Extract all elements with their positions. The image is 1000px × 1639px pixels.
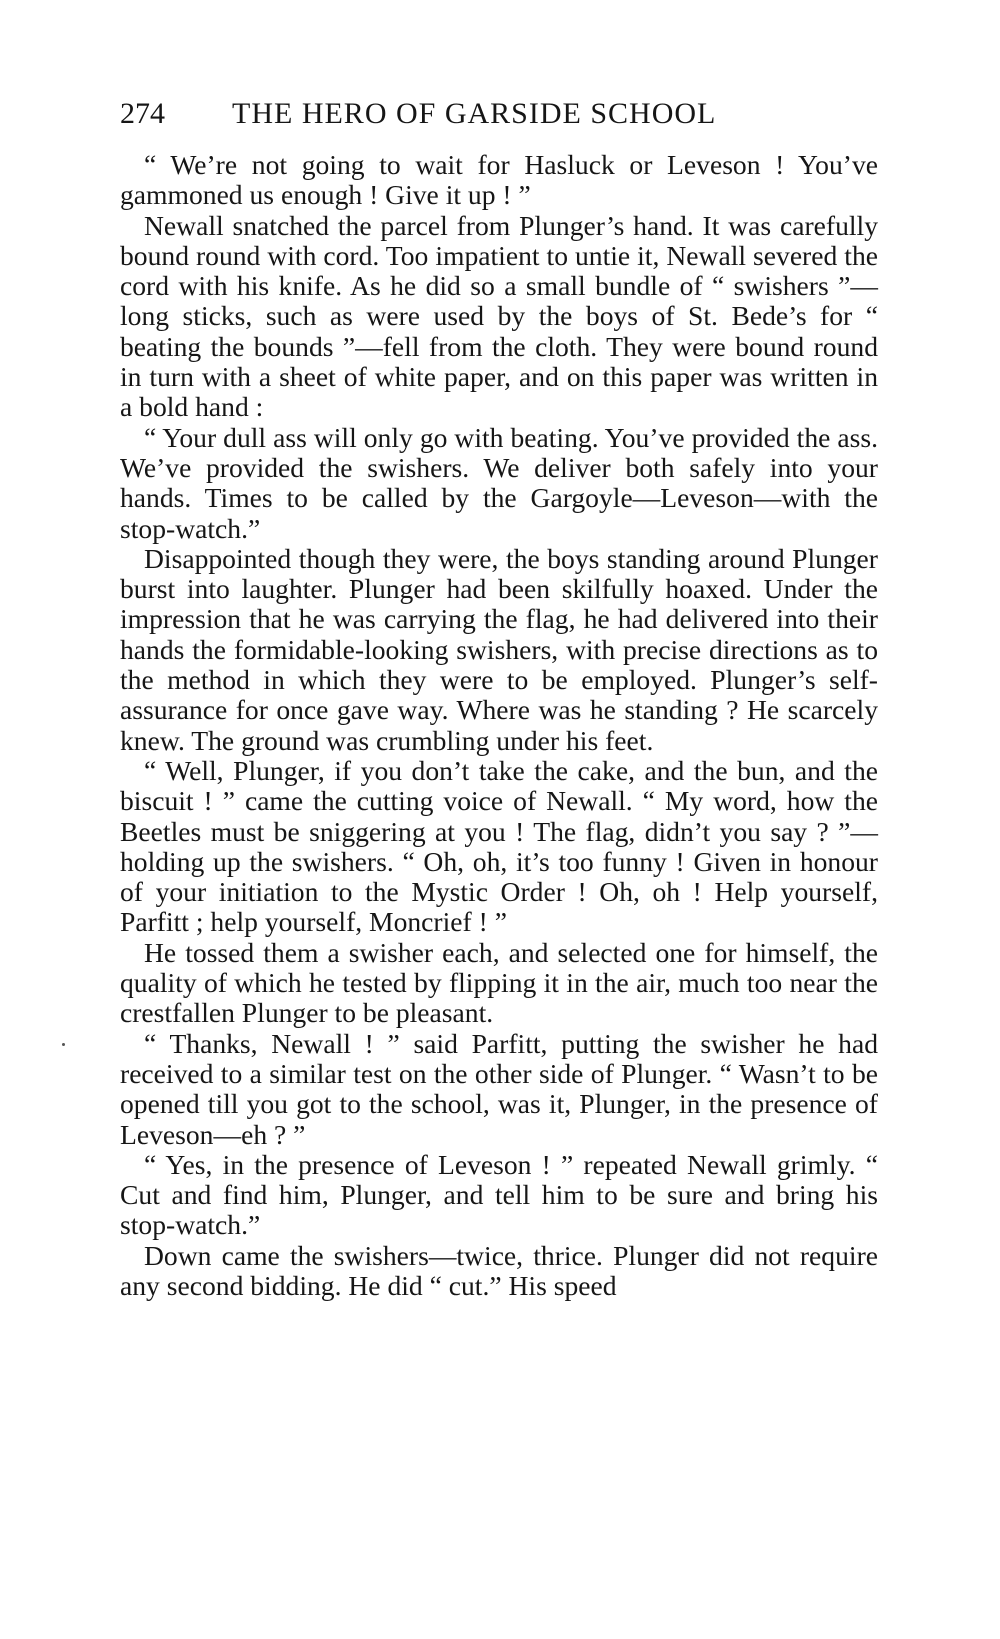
paragraph: “ Yes, in the presence of Leveson ! ” repeated Newall grimly. “ Cut and find him, Plunger, and tell him to be sure and bring his stop-watch.” [120, 1148, 878, 1241]
paragraph: “ Thanks, Newall ! ” said Parfitt, putting the swisher he had received to a similar test on the other side of Plunger. “ Wasn’t to be opened till you got to the school, was it, Plunger, in the presence of Leveson—eh ? ” [120, 1027, 878, 1150]
paragraph: Down came the swishers—twice, thrice. Plunger did not require any second bidding. He did “ cut.” His speed [120, 1239, 878, 1301]
body-text [120, 150, 878, 1301]
paragraph: He tossed them a swisher each, and selected one for himself, the quality of which he tested by flipping it in the air, much too near the crestfallen Plunger to be pleasant. [120, 936, 878, 1029]
running-title: THE HERO OF GARSIDE SCHOOL [232, 97, 717, 130]
paragraph: Disappointed though they were, the boys standing around Plunger burst into laughter. Plunger had been skilfully hoaxed. Under the impression that he was carrying the flag, he had delivered into their hands the formidable-looking swishers, with precise directions as to the method in which they were to be employed. Plunger’s self-assurance for once gave way. Where was he standing ? He scarcely knew. The ground was crumbling under his feet. [120, 542, 878, 756]
margin-speck [62, 1043, 65, 1046]
paragraph: “ We’re not going to wait for Hasluck or Leveson ! You’ve gammoned us enough ! Give it up ! ” [120, 149, 878, 211]
paragraph: “ Well, Plunger, if you don’t take the cake, and the bun, and the biscuit ! ” came the cutting voice of Newall. “ My word, how the Beetles must be sniggering at you ! The flag, didn’t you say ? ”—holding up the swishers. “ Oh, oh, it’s too funny ! Given in honour of your initiation to the Mystic Order ! Oh, oh ! Help yourself, Parfitt ; help yourself, Moncrief ! ” [120, 754, 878, 938]
page-header [120, 92, 880, 136]
page-number: 274 [120, 97, 165, 130]
paragraph: Newall snatched the parcel from Plunger’s hand. It was carefully bound round with cord. Too impatient to untie it, Newall severed the cord with his knife. As he did so a small bundle of “ swishers ”—long sticks, such as were used by the boys of St. Bede’s for “ beating the bounds ”—fell from the cloth. They were bound round in turn with a sheet of white paper, and on this paper was written in a bold hand : [120, 209, 878, 423]
paragraph: “ Your dull ass will only go with beating. You’ve provided the ass. We’ve provided the swishers. We deliver both safely into your hands. Times to be called by the Gargoyle—Leveson—with the stop-watch.” [120, 421, 878, 544]
